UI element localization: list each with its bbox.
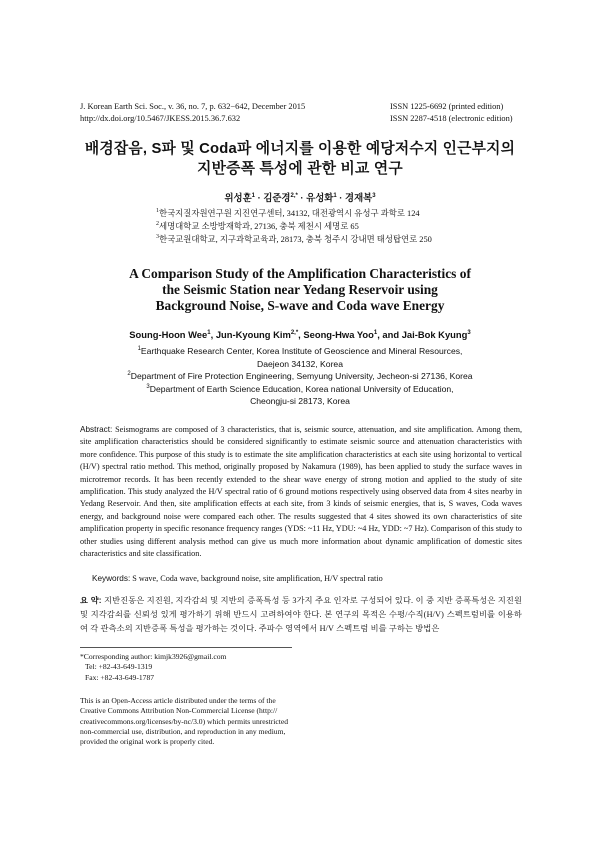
author-name: 김준경 bbox=[263, 192, 291, 203]
korean-affiliations bbox=[156, 207, 432, 246]
english-affiliation-cont: Daejeon 34132, Korea bbox=[256, 358, 343, 369]
author-sup: 1 bbox=[207, 329, 211, 336]
english-authors bbox=[40, 329, 560, 340]
korean-affiliation bbox=[156, 207, 432, 220]
affiliation-sup: 2 bbox=[156, 221, 159, 228]
license-line-5: provided the original work is properly cited. bbox=[80, 737, 215, 747]
issn-print: ISSN 1225-6692 (printed edition) bbox=[390, 102, 504, 111]
fax: Fax: +82-43-649-1787 bbox=[85, 672, 155, 682]
author-sup: 1 bbox=[373, 329, 378, 336]
english-title-line-1: A Comparison Study of the Amplification Characteristics of bbox=[129, 266, 471, 281]
affiliation-sup: 3 bbox=[146, 383, 150, 390]
author-sup: 3 bbox=[372, 192, 376, 199]
korean-authors bbox=[40, 190, 560, 204]
tel: Tel: +82-43-649-1319 bbox=[85, 662, 153, 672]
affiliation-text: Department of Earth Science Education, Korea national University of Education, bbox=[149, 383, 454, 394]
keywords bbox=[92, 574, 383, 583]
english-affiliation-cont: Cheongju-si 28173, Korea bbox=[250, 396, 350, 406]
english-affiliations bbox=[70, 345, 530, 408]
korean-title-line-2: 지반증폭 특성에 관한 비교 연구 bbox=[197, 161, 403, 177]
abstract-text: Seismograms are composed of 3 characteristics, that is, seismic source, attenuation, and site amplification. Among them, site amplification characteristics should be considered significantly to estimate seismic source and attenuation characteristics with more confidence. This purpose of this study is to estimate the site amplification characteristics at each site using horizontal to vertical (H/V) spectral ratio method. This method, originally proposed by Nakamura (1989), has been applied to study the surface waves in microtremor records. It has been recently extended to the shear wave energy of strong motion and applied to the study of site amplification. This study analyzed the H/V spectral ratio of 6 ground motions respectively using observed data from 4 sites nearby in Yedang Reservoir. And then, site amplification effects at each site, from 3 kinds of seismic energies, that is, S waves, Coda waves energy, and background noise were compared each other. The results suggested that 4 sites showed its own characteristics of site amplification property in specific resonance frequency ranges (YDS: ~11 Hz, YDU: ~4 Hz, YDD: ~7 Hz). Comparison of this study to other studies using different analysis method can give us much more information about dynamic amplification of domestic sites characteristics and site classification. bbox=[80, 425, 522, 559]
issn-electronic: ISSN 2287-4518 (electronic edition) bbox=[390, 114, 513, 123]
affiliation-text: 세명대학교 소방방재학과, 27136, 충북 제천시 세명로 65 bbox=[159, 222, 359, 231]
author-sup: 1 bbox=[333, 192, 337, 199]
author-sup: 2,* bbox=[290, 192, 298, 199]
korean-abstract-text: 지반진동은 지진원, 지각감쇠 및 지반의 증폭특성 등 3가지 주요 인자로 구성되어 있다. 이 중 지반 증폭특성은 지진원 및 지각감쇠를 신뢰성 있게 평가하기 위해 반드시 고려하여야 한다. 본 연구의 목적은 수평/수직(H/V) 스펙트럼비를 이용하여 각 관측소의 지반증폭 특성을 평가하는 것이다. 주파수 영역에서 H/V 스펙트럼 비를 구하는 방법은 bbox=[80, 596, 523, 634]
english-title-line-2: the Seismic Station near Yedang Reservoir using bbox=[162, 282, 438, 297]
korean-affiliation bbox=[156, 233, 432, 246]
journal-citation bbox=[80, 101, 305, 125]
affiliation-sup: 2 bbox=[127, 371, 131, 378]
english-title-line-3: Background Noise, S-wave and Coda wave Energy bbox=[155, 298, 445, 313]
keywords-label: Keywords: bbox=[92, 574, 131, 583]
author-name: 위성훈 bbox=[224, 192, 252, 203]
korean-affiliation bbox=[156, 220, 432, 233]
author-name: Jai-Bok Kyung bbox=[401, 329, 468, 340]
affiliation-text: Earthquake Research Center, Korea Institute of Geoscience and Mineral Resources, bbox=[140, 346, 463, 356]
author-separator: , and bbox=[377, 329, 402, 340]
english-affiliation bbox=[70, 345, 530, 358]
affiliation-text: 한국지질자원연구원 지진연구센터, 34132, 대전광역시 유성구 과학로 124 bbox=[159, 209, 420, 218]
license-line-1: This is an Open-Access article distributed under the terms of the bbox=[80, 696, 276, 705]
english-affiliation bbox=[70, 383, 530, 396]
license-footnote bbox=[80, 696, 288, 747]
korean-abstract-label: 요 약: bbox=[80, 596, 102, 605]
affiliation-sup: 3 bbox=[156, 234, 159, 241]
author-name: Jun-Kyoung Kim bbox=[215, 329, 291, 340]
english-affiliation bbox=[70, 370, 530, 383]
correspondence-footnote bbox=[80, 652, 226, 683]
author-name: Seong-Hwa Yoo bbox=[303, 329, 374, 340]
korean-title-line-1: 배경잡음, S파 및 Coda파 에너지를 이용한 예당저수지 인근부지의 bbox=[84, 141, 516, 157]
author-name: Soung-Hoon Wee bbox=[129, 329, 208, 340]
affiliation-text: 한국교원대학교, 지구과학교육과, 28173, 충북 청주시 강내면 태성탑연로 250 bbox=[159, 235, 432, 244]
license-line-3[interactable]: creativecommons.org/licenses/by-nc/3.0) which permits unrestricted bbox=[80, 716, 288, 726]
abstract bbox=[80, 424, 522, 560]
author-name: 경재복 bbox=[345, 192, 373, 203]
author-separator: · bbox=[254, 192, 264, 203]
keywords-text: S wave, Coda wave, background noise, site amplification, H/V spectral ratio bbox=[132, 574, 383, 583]
author-separator: , bbox=[210, 329, 216, 340]
author-separator: · bbox=[336, 192, 346, 203]
english-title bbox=[40, 266, 560, 314]
license-line-2: Creative Commons Attribution Non-Commercial License (http:// bbox=[80, 706, 278, 716]
footnote-divider bbox=[80, 647, 292, 648]
author-sup: 2,* bbox=[290, 329, 299, 336]
corresponding-author[interactable]: *Corresponding author: kimjk3926@gmail.com bbox=[80, 652, 227, 661]
doi-link[interactable]: http://dx.doi.org/10.5467/JKESS.2015.36.7.632 bbox=[80, 114, 241, 123]
author-sup: 1 bbox=[251, 192, 255, 199]
abstract-label: Abstract: bbox=[80, 425, 113, 434]
affiliation-sup: 1 bbox=[137, 346, 141, 353]
author-sup: 3 bbox=[467, 329, 471, 336]
korean-abstract bbox=[80, 594, 522, 637]
journal-line-1: J. Korean Earth Sci. Soc., v. 36, no. 7, p. 632−642, December 2015 bbox=[80, 102, 306, 111]
affiliation-sup: 1 bbox=[156, 208, 159, 215]
affiliation-text: Department of Fire Protection Engineering, Semyung University, Jecheon-si 27136, Korea bbox=[130, 371, 473, 381]
license-line-4: non-commercial use, distribution, and reproduction in any medium, bbox=[80, 726, 286, 736]
author-separator: , bbox=[298, 329, 304, 340]
author-name: 유성화 bbox=[306, 192, 334, 203]
korean-title bbox=[40, 139, 560, 179]
author-separator: · bbox=[297, 192, 307, 203]
issn-block bbox=[390, 101, 513, 125]
